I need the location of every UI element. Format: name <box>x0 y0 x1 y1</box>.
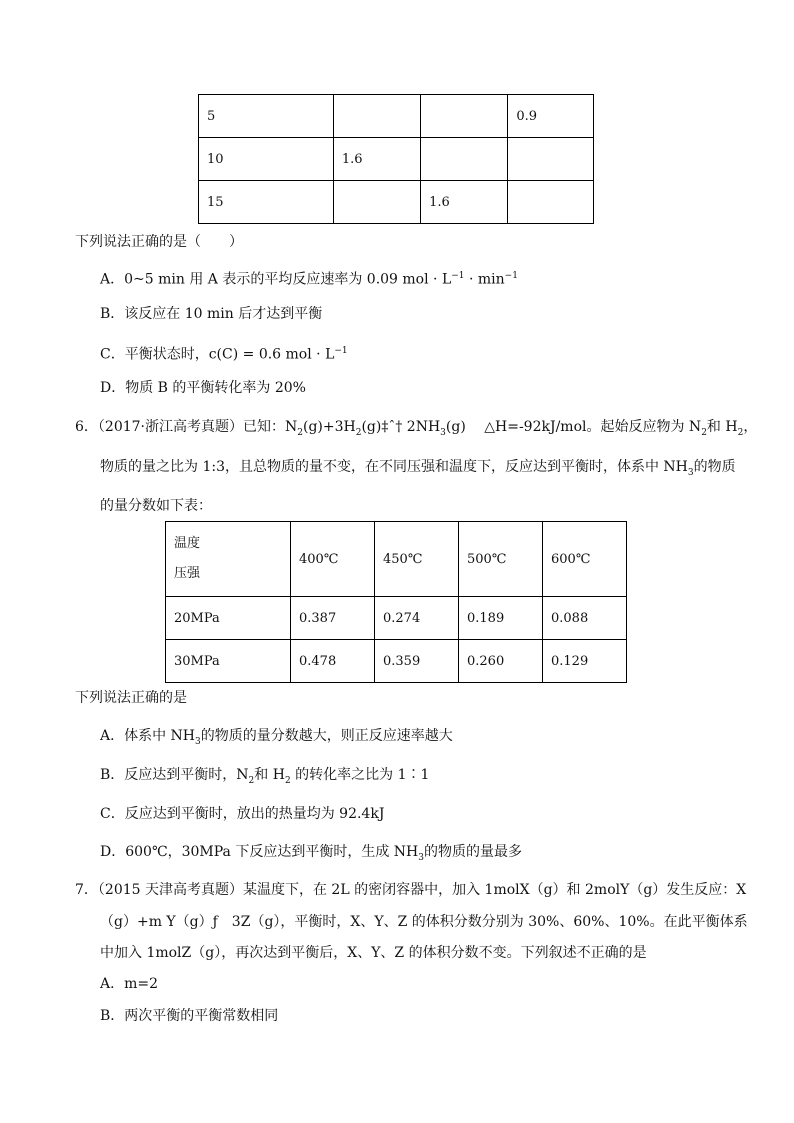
q7-option-a: A．m=2 <box>100 976 159 992</box>
table-cell: 0.189 <box>459 597 543 640</box>
q6-col-450: 450℃ <box>375 522 459 597</box>
table-cell: 0.088 <box>543 597 627 640</box>
table-cell <box>508 181 594 224</box>
q6-data-table <box>165 521 627 683</box>
table-cell <box>333 95 420 138</box>
pressure-label: 20MPa <box>166 597 291 640</box>
q5-option-b: B．该反应在 10 min 后才达到平衡 <box>100 306 323 322</box>
table-cell: 5 <box>199 95 334 138</box>
table-row <box>199 138 594 181</box>
table-row <box>199 181 594 224</box>
table-cell: 0.387 <box>291 597 375 640</box>
table-row <box>199 95 594 138</box>
q5-prompt: 下列说法正确的是（ ） <box>75 234 243 250</box>
table-cell: 1.6 <box>333 138 420 181</box>
q6-option-d: D．600℃，30MPa 下反应达到平衡时，生成 $NH_3$的物质的量最多 <box>100 844 522 863</box>
q5-option-a: A．0~5 min 用 A 表示的平均反应速率为 0.09 mol · $L^{-1} \cdot \min^{-1}$ <box>100 271 518 288</box>
q6-col-500: 500℃ <box>459 522 543 597</box>
equilibrium-arrows-icon: ‡ˆ† <box>381 419 403 435</box>
pressure-label: 30MPa <box>166 640 291 683</box>
q5-option-d: D．物质 B 的平衡转化率为 20% <box>100 380 306 396</box>
data-table-top <box>198 94 594 224</box>
q6-stem-line3: 的量分数如下表： <box>100 498 212 514</box>
table-cell: 15 <box>199 181 334 224</box>
q6-prompt: 下列说法正确的是 <box>75 690 187 706</box>
q6-option-a: A．体系中 $NH_3$的物质的量分数越大，则正反应速率越大 <box>100 728 453 747</box>
table-row <box>166 640 627 683</box>
q7-option-b: B．两次平衡的平衡常数相同 <box>100 1008 279 1024</box>
q7-stem-line1: 7．（2015 天津高考真题）某温度下，在 2L 的密闭容器中，加入 1molX（g）和 2molY（g）发生反应：X <box>75 882 747 898</box>
q5-option-c: C．平衡状态时，c(C) = 0.6 mol · $L^{-1}$ <box>100 346 348 363</box>
q6-table-corner: 温度 压强 <box>166 522 291 597</box>
table-cell <box>333 181 420 224</box>
q7-stem-line2: （g）+m Y（g）ƒ 3Z（g），平衡时，X、Y、Z 的体积分数分别为 30%、60%、10%。在此平衡体系 <box>100 914 748 930</box>
q6-option-b: B．反应达到平衡时，$N_2$和 $H_2$ 的转化率之比为 1∶1 <box>100 767 430 786</box>
table-cell: 1.6 <box>421 181 508 224</box>
table-cell: 0.359 <box>375 640 459 683</box>
q6-col-600: 600℃ <box>543 522 627 597</box>
table-row <box>166 597 627 640</box>
q6-col-400: 400℃ <box>291 522 375 597</box>
q7-stem-line3: 中加入 1molZ（g），再次达到平衡后，X、Y、Z 的体积分数不变。下列叙述不正确的是 <box>100 945 647 961</box>
table-cell: 0.9 <box>508 95 594 138</box>
table-cell <box>421 138 508 181</box>
table-cell: 10 <box>199 138 334 181</box>
table-cell: 0.274 <box>375 597 459 640</box>
table-cell <box>508 138 594 181</box>
table-cell <box>421 95 508 138</box>
table-cell: 0.129 <box>543 640 627 683</box>
q6-table-header-row <box>166 522 627 597</box>
table-cell: 0.260 <box>459 640 543 683</box>
q6-option-c: C．反应达到平衡时，放出的热量均为 92.4kJ <box>100 806 385 822</box>
q6-stem-line1: 6．（2017·浙江高考真题）已知：$N_2(g)+3H_2(g)\ddagger ˆ\dagger$ $2NH_3(g)$ △H=-92kJ/mol。起始反应物为 $N_2$和 $H_2$， <box>75 419 758 438</box>
q6-stem-line2: 物质的量之比为 1:3，且总物质的量不变，在不同压强和温度下，反应达到平衡时，体系中 $NH_3$的物质 <box>100 459 736 478</box>
table-cell: 0.478 <box>291 640 375 683</box>
